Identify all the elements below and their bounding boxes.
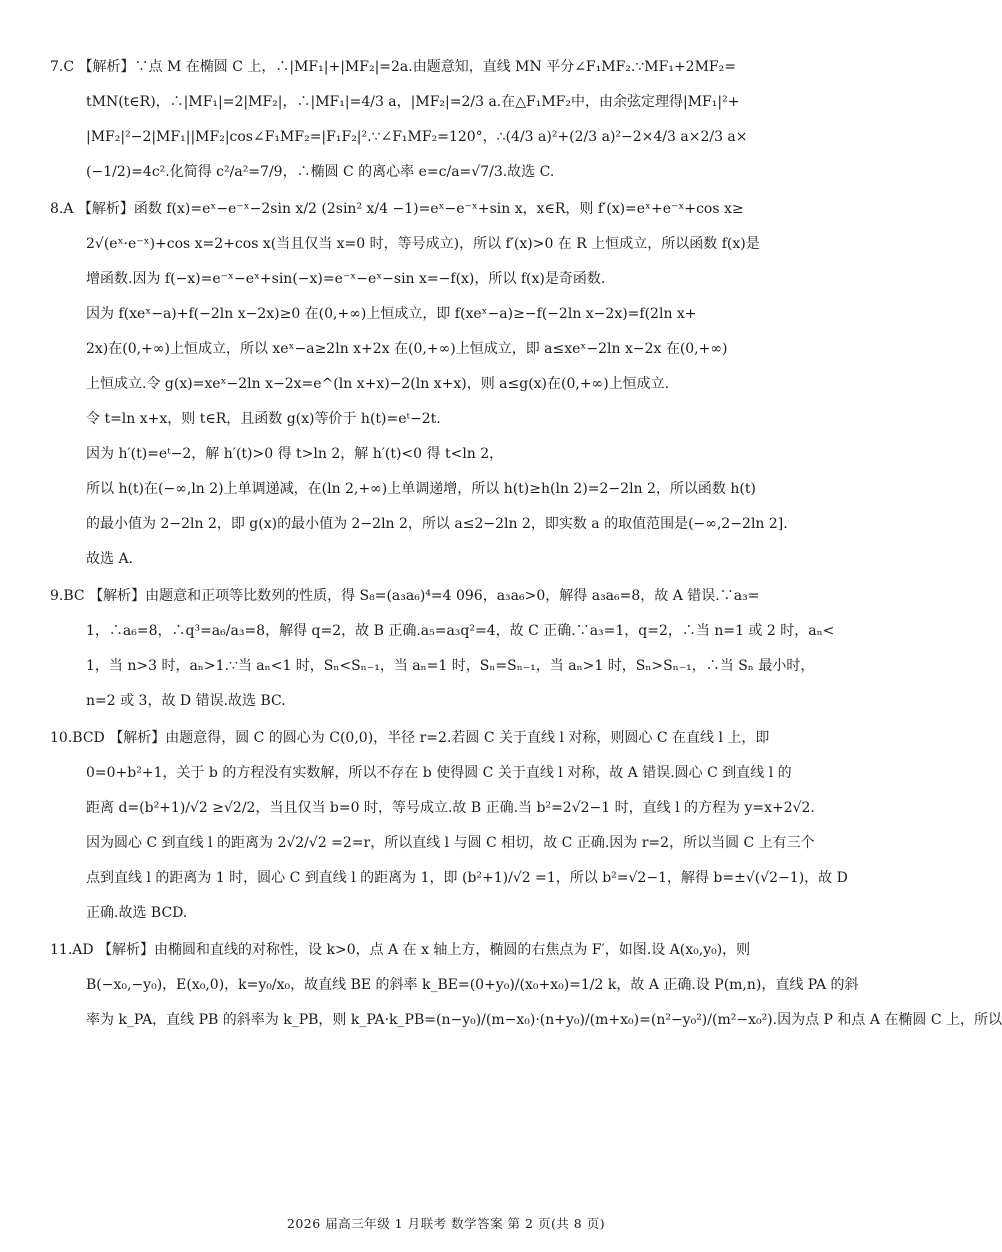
- solutions-container: [50, 50, 1002, 1038]
- solution-line: 0=0+b²+1，关于 b 的方程没有实数解，所以不存在 b 使得圆 C 关于直线 l 对称，故 A 错误.圆心 C 到直线 l 的: [86, 765, 792, 781]
- solution-10: [50, 721, 848, 931]
- solution-line: 1，当 n>3 时，aₙ>1.∵当 aₙ<1 时，Sₙ<Sₙ₋₁，当 aₙ=1 时，Sₙ=Sₙ₋₁，当 aₙ>1 时，Sₙ>Sₙ₋₁，∴当 Sₙ 最小时，: [86, 658, 815, 674]
- solution-line: 因为圆心 C 到直线 l 的距离为 2√2/√2 =2=r，所以直线 l 与圆 C 相切，故 C 正确.因为 r=2，所以当圆 C 上有三个: [86, 835, 815, 851]
- solution-8: [50, 192, 834, 577]
- solution-line: 令 t=ln x+x，则 t∈R，且函数 g(x)等价于 h(t)=eᵗ−2t.: [86, 411, 441, 427]
- solution-line: |MF₂|²−2|MF₁||MF₂|cos∠F₁MF₂=|F₁F₂|².∵∠F₁MF₂=120°，∴(4/3 a)²+(2/3 a)²−2×4/3 a×2/3 a×: [86, 129, 748, 145]
- solution-line: tMN(t∈R)，∴|MF₁|=2|MF₂|，∴|MF₁|=4/3 a，|MF₂|=2/3 a.在△F₁MF₂中，由余弦定理得|MF₁|²+: [86, 94, 740, 110]
- solution-line: (−1/2)=4c².化简得 c²/a²=7/9，∴椭圆 C 的离心率 e=c/a=√7/3.故选 C.: [86, 164, 555, 180]
- solution-line: 因为 h′(t)=eᵗ−2，解 h′(t)>0 得 t>ln 2，解 h′(t)<0 得 t<ln 2，: [86, 446, 504, 462]
- solution-line: 2√(eˣ·e⁻ˣ)+cos x=2+cos x(当且仅当 x=0 时，等号成立)，所以 f′(x)>0 在 R 上恒成立，所以函数 f(x)是: [86, 236, 760, 252]
- solution-line: 1，∴a₆=8，∴q³=a₆/a₃=8，解得 q=2，故 B 正确.a₅=a₃q²=4，故 C 正确.∵a₃=1，q=2，∴当 n=1 或 2 时，aₙ<: [86, 623, 835, 639]
- solution-line: 7.C 【解析】∵点 M 在椭圆 C 上，∴|MF₁|+|MF₂|=2a.由题意知，直线 MN 平分∠F₁MF₂.∵MF₁+2MF₂=: [50, 59, 736, 75]
- solution-line: 正确.故选 BCD.: [86, 905, 188, 921]
- solution-11: [50, 933, 1002, 1038]
- solution-line: 增函数.因为 f(−x)=e⁻ˣ−eˣ+sin(−x)=e⁻ˣ−eˣ−sin x=−f(x)，所以 f(x)是奇函数.: [86, 271, 606, 287]
- page-footer: 2026 届高三年级 1 月联考 数学答案 第 2 页(共 8 页): [286, 1216, 606, 1231]
- solution-line: 11.AD 【解析】由椭圆和直线的对称性，设 k>0，点 A 在 x 轴上方，椭圆的右焦点为 F′，如图.设 A(x₀,y₀)，则: [50, 942, 751, 958]
- solution-9: [50, 579, 835, 719]
- solution-line: 的最小值为 2−2ln 2，即 g(x)的最小值为 2−2ln 2，所以 a≤2−2ln 2，即实数 a 的取值范围是(−∞,2−2ln 2].: [86, 516, 788, 532]
- solution-line: 距离 d=(b²+1)/√2 ≥√2/2，当且仅当 b=0 时，等号成立.故 B 正确.当 b²=2√2−1 时，直线 l 的方程为 y=x+2√2.: [86, 800, 815, 816]
- solution-line: n=2 或 3，故 D 错误.故选 BC.: [86, 693, 286, 709]
- solution-line: B(−x₀,−y₀)，E(x₀,0)，k=y₀/x₀，故直线 BE 的斜率 k_BE=(0+y₀)/(x₀+x₀)=1/2 k，故 A 正确.设 P(m,n)，直线 PA 的斜: [86, 977, 859, 993]
- solution-line: 率为 k_PA，直线 PB 的斜率为 k_PB，则 k_PA·k_PB=(n−y₀)/(m−x₀)·(n+y₀)/(m+x₀)=(n²−y₀²)/(m²−x₀²).因为点 P 和点 A 在椭圆 C 上，所以: [86, 1012, 1002, 1028]
- solution-line: 8.A 【解析】函数 f(x)=eˣ−e⁻ˣ−2sin x/2 (2sin² x/4 −1)=eˣ−e⁻ˣ+sin x，x∈R，则 f′(x)=eˣ+e⁻ˣ+cos x≥: [50, 201, 744, 217]
- solution-line: 故选 A.: [86, 551, 134, 567]
- solution-line: 9.BC 【解析】由题意和正项等比数列的性质，得 S₈=(a₃a₆)⁴=4 096，a₃a₆>0，解得 a₃a₆=8，故 A 错误.∵a₃=: [50, 588, 760, 604]
- solution-line: 上恒成立.令 g(x)=xeˣ−2ln x−2x=e^(ln x+x)−2(ln x+x)，则 a≤g(x)在(0,+∞)上恒成立.: [86, 376, 670, 392]
- solution-line: 所以 h(t)在(−∞,ln 2)上单调递减，在(ln 2,+∞)上单调递增，所以 h(t)≥h(ln 2)=2−2ln 2，所以函数 h(t): [86, 481, 756, 497]
- solution-line: 10.BCD 【解析】由题意得，圆 C 的圆心为 C(0,0)，半径 r=2.若圆 C 关于直线 l 对称，则圆心 C 在直线 l 上，即: [50, 730, 770, 746]
- solution-line: 点到直线 l 的距离为 1 时，圆心 C 到直线 l 的距离为 1，即 (b²+1)/√2 =1，所以 b²=√2−1，解得 b=±√(√2−1)，故 D: [86, 870, 848, 886]
- solution-7: [50, 50, 834, 190]
- solution-line: 因为 f(xeˣ−a)+f(−2ln x−2x)≥0 在(0,+∞)上恒成立，即 f(xeˣ−a)≥−f(−2ln x−2x)=f(2ln x+: [86, 306, 697, 322]
- solution-line: 2x)在(0,+∞)上恒成立，所以 xeˣ−a≥2ln x+2x 在(0,+∞)上恒成立，即 a≤xeˣ−2ln x−2x 在(0,+∞): [86, 341, 728, 357]
